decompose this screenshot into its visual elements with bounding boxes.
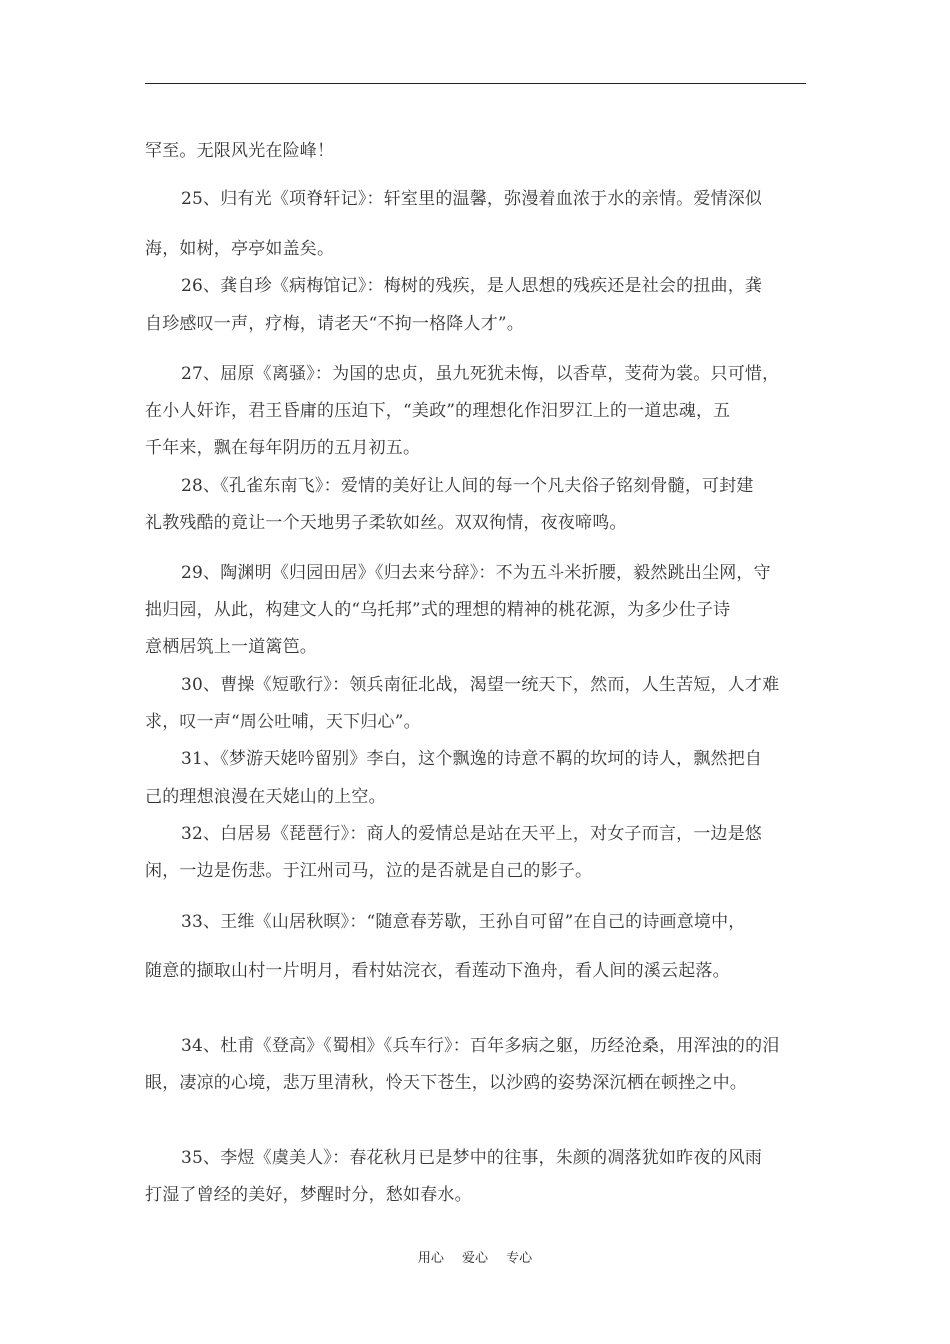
text-line: 千年来，飘在每年阴历的五月初五。 xyxy=(145,438,421,458)
text-line: 32、白居易《琵琶行》：商人的爱情总是站在天平上，对女子而言，一边是悠 xyxy=(181,824,763,844)
text-line: 31、《梦游天姥吟留别》李白，这个飘逸的诗意不羁的坎坷的诗人，飘然把自 xyxy=(181,749,763,769)
text-line: 35、李煜《虞美人》：春花秋月已是梦中的往事，朱颜的凋落犹如昨夜的风雨 xyxy=(181,1148,763,1168)
footer-word: 用心 xyxy=(417,1251,444,1266)
footer-word: 爱心 xyxy=(461,1251,488,1266)
header-rule xyxy=(145,83,806,84)
page-footer xyxy=(0,1247,950,1266)
text-line: 罕至。无限风光在险峰！ xyxy=(145,141,335,161)
footer-word: 专心 xyxy=(506,1251,533,1266)
text-line: 求，叹一声“周公吐哺，天下归心”。 xyxy=(145,712,421,732)
text-line: 海，如树，亭亭如盖矣。 xyxy=(145,239,335,259)
text-line: 随意的撷取山村一片明月，看村姑浣衣，看莲动下渔舟，看人间的溪云起落。 xyxy=(145,961,730,981)
text-line: 打湿了曾经的美好，梦醒时分，愁如春水。 xyxy=(145,1185,472,1205)
text-line: 28、《孔雀东南飞》：爱情的美好让人间的每一个凡夫俗子铭刻骨髓，可封建 xyxy=(181,476,754,496)
text-line: 25、归有光《项脊轩记》：轩室里的温馨，弥漫着血浓于水的亲情。爱情深似 xyxy=(181,189,763,209)
text-line: 闲，一边是伤悲。于江州司马，泣的是否就是自己的影子。 xyxy=(145,861,593,881)
text-line: 自珍感叹一声，疗梅，请老天“不拘一格降人才”。 xyxy=(145,314,524,334)
text-line: 在小人奸诈，君王昏庸的压迫下，“美政”的理想化作汨罗江上的一道忠魂，五 xyxy=(145,401,731,421)
text-line: 拙归园，从此，构建文人的“乌托邦”式的理想的精神的桃花源，为多少仕子诗 xyxy=(145,600,731,620)
text-line: 33、王维《山居秋暝》：“随意春芳歇，王孙自可留”在自己的诗画意境中， xyxy=(181,912,746,932)
text-line: 眼，凄凉的心境，悲万里清秋，怜天下苍生，以沙鸥的姿势深沉栖在顿挫之中。 xyxy=(145,1073,747,1093)
text-line: 34、杜甫《登高》《蜀相》《兵车行》：百年多病之躯，历经沧桑，用浑浊的的泪 xyxy=(181,1036,780,1056)
text-line: 30、曹操《短歌行》：领兵南征北战，渴望一统天下，然而，人生苦短，人才难 xyxy=(181,675,780,695)
text-line: 26、龚自珍《病梅馆记》：梅树的残疾，是人思想的残疾还是社会的扭曲，龚 xyxy=(181,276,763,296)
text-line: 礼教残酷的竟让一个天地男子柔软如丝。双双徇情，夜夜啼鸣。 xyxy=(145,513,627,533)
text-line: 29、陶渊明《归园田居》《归去来兮辞》：不为五斗米折腰，毅然跳出尘网，守 xyxy=(181,563,771,583)
text-line: 27、屈原《离骚》：为国的忠贞，虽九死犹未悔，以香草，芰荷为裳。只可惜， xyxy=(181,364,780,384)
text-line: 意栖居筑上一道篱笆。 xyxy=(145,637,317,657)
text-line: 己的理想浪漫在天姥山的上空。 xyxy=(145,787,386,807)
